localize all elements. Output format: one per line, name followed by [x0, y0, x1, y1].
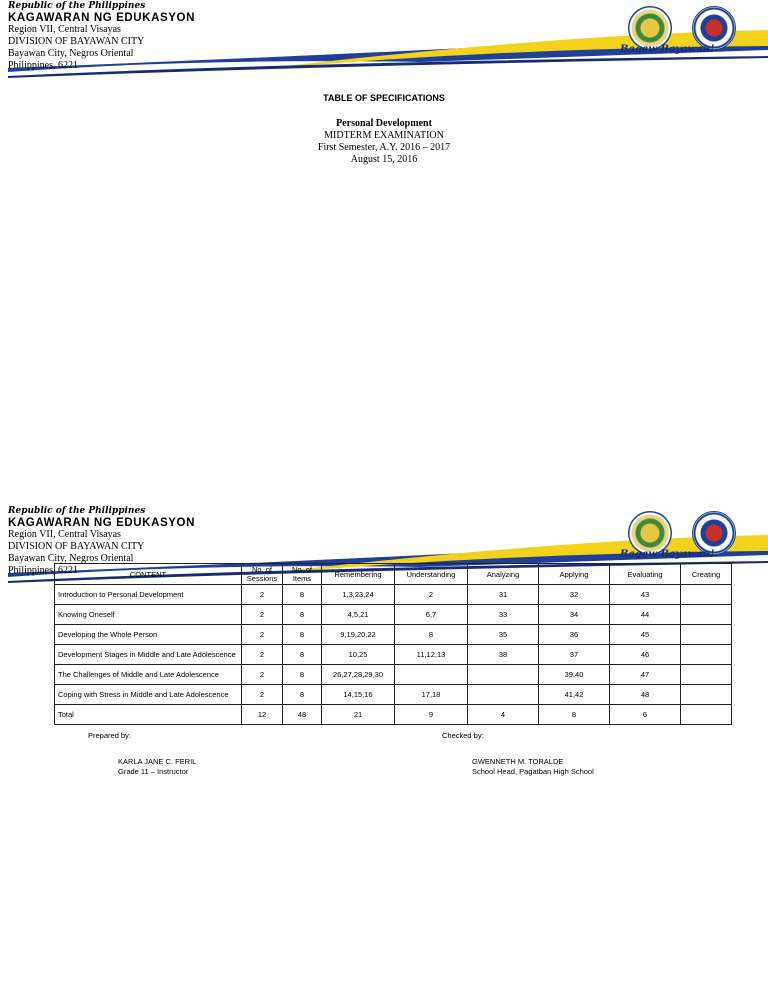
prepared-by-block	[118, 757, 196, 777]
cell-understanding: 6,7	[395, 605, 468, 625]
table-row	[55, 585, 732, 605]
cell-evaluating: 48	[610, 685, 681, 705]
semester-line: First Semester, A.Y. 2016 – 2017	[317, 142, 451, 153]
cell-content: Knowing Oneself	[55, 605, 242, 625]
cell-understanding: 9	[395, 705, 468, 725]
document-titles	[0, 92, 768, 166]
table-row	[55, 665, 732, 685]
cell-understanding	[395, 665, 468, 685]
cell-analyzing: 31	[468, 585, 539, 605]
cell-sessions: 2	[242, 665, 283, 685]
cell-content: Coping with Stress in Middle and Late Adolescence	[55, 685, 242, 705]
cell-understanding: 2	[395, 585, 468, 605]
cell-items: 8	[283, 645, 322, 665]
cell-applying: 34	[539, 605, 610, 625]
prepared-title: Grade 11 – Instructor	[118, 767, 189, 776]
header-remembering: Remembering	[322, 564, 395, 585]
cell-remembering: 4,5,21	[322, 605, 395, 625]
cell-applying: 32	[539, 585, 610, 605]
cell-understanding: 17,18	[395, 685, 468, 705]
cell-items: 8	[283, 625, 322, 645]
cell-creating	[681, 585, 732, 605]
republic-line: Republic of the Philippines	[8, 1, 146, 11]
cell-creating	[681, 665, 732, 685]
cell-sessions: 2	[242, 585, 283, 605]
division-line: DIVISION OF BAYAWAN CITY	[8, 36, 145, 47]
checked-name: GWENNETH M. TORALDE	[472, 757, 564, 766]
cell-understanding: 8	[395, 625, 468, 645]
cell-applying: 37	[539, 645, 610, 665]
subject-title: Personal Development	[336, 118, 432, 129]
cell-sessions: 2	[242, 685, 283, 705]
cell-items: 8	[283, 585, 322, 605]
cell-analyzing: 38	[468, 645, 539, 665]
cell-remembering: 21	[322, 705, 395, 725]
prepared-name: KARLA JANE C. FERIL	[118, 757, 197, 766]
prepared-by-label: Prepared by:	[88, 731, 131, 740]
cell-remembering: 26,27,28,29,30	[322, 665, 395, 685]
cell-analyzing	[468, 685, 539, 705]
cell-applying: 36	[539, 625, 610, 645]
header-understanding: Understanding	[395, 564, 468, 585]
document-title: TABLE OF SPECIFICATIONS	[323, 93, 445, 103]
cell-understanding: 11,12,13	[395, 645, 468, 665]
division-line: DIVISION OF BAYAWAN CITY	[8, 541, 145, 552]
date-line: August 15, 2016	[350, 154, 418, 165]
agency-name: KAGAWARAN NG EDUKASYON	[8, 517, 195, 529]
agency-name: KAGAWARAN NG EDUKASYON	[8, 12, 195, 24]
cell-remembering: 1,3,23,24	[322, 585, 395, 605]
cell-creating	[681, 605, 732, 625]
cell-evaluating: 43	[610, 585, 681, 605]
cell-applying: 41,42	[539, 685, 610, 705]
region-line: Region VII, Central Visayas	[8, 24, 121, 35]
cell-evaluating: 45	[610, 625, 681, 645]
cell-content: Development Stages in Middle and Late Adolescence	[55, 645, 242, 665]
specifications-table	[54, 563, 732, 725]
cell-analyzing: 33	[468, 605, 539, 625]
republic-line: Republic of the Philippines	[8, 506, 146, 516]
city-line: Bayawan City, Negros Oriental	[8, 48, 134, 59]
cell-creating	[681, 705, 732, 725]
cell-analyzing: 35	[468, 625, 539, 645]
header-applying: Applying	[539, 564, 610, 585]
header-creating: Creating	[681, 564, 732, 585]
cell-sessions: 12	[242, 705, 283, 725]
letterhead-top	[0, 0, 768, 80]
cell-remembering: 9,19,20,22	[322, 625, 395, 645]
cell-content: Developing the Whole Person	[55, 625, 242, 645]
cell-analyzing	[468, 665, 539, 685]
cell-creating	[681, 645, 732, 665]
table-total-row	[55, 705, 732, 725]
table-header-row	[55, 564, 732, 585]
cell-content: The Challenges of Middle and Late Adolescence	[55, 665, 242, 685]
header-sessions: No. of Sessions	[242, 564, 283, 585]
cell-items: 8	[283, 605, 322, 625]
table-row	[55, 625, 732, 645]
checked-title: School Head, Pagatban High School	[472, 767, 594, 776]
cell-applying: 39,40	[539, 665, 610, 685]
cell-creating	[681, 685, 732, 705]
cell-content: Total	[55, 705, 242, 725]
cell-evaluating: 47	[610, 665, 681, 685]
header-content: CONTENT	[55, 564, 242, 585]
cell-items: 8	[283, 665, 322, 685]
exam-line: MIDTERM EXAMINATION	[324, 130, 444, 141]
header-items: No. of Items	[283, 564, 322, 585]
country-line: Philippines, 6221	[8, 60, 79, 71]
cell-items: 48	[283, 705, 322, 725]
motto-text: Bagaw Bayawan!	[620, 44, 715, 55]
region-line: Region VII, Central Visayas	[8, 529, 121, 540]
cell-evaluating: 6	[610, 705, 681, 725]
cell-sessions: 2	[242, 605, 283, 625]
checked-by-label: Checked by:	[442, 731, 484, 740]
cell-items: 8	[283, 685, 322, 705]
cell-evaluating: 46	[610, 645, 681, 665]
table-row	[55, 685, 732, 705]
table-row	[55, 605, 732, 625]
header-analyzing: Analyzing	[468, 564, 539, 585]
cell-content: Introduction to Personal Development	[55, 585, 242, 605]
cell-analyzing: 4	[468, 705, 539, 725]
cell-sessions: 2	[242, 625, 283, 645]
cell-evaluating: 44	[610, 605, 681, 625]
cell-creating	[681, 625, 732, 645]
cell-remembering: 10,25	[322, 645, 395, 665]
cell-sessions: 2	[242, 645, 283, 665]
cell-applying: 8	[539, 705, 610, 725]
header-evaluating: Evaluating	[610, 564, 681, 585]
motto-text: Bagaw Bayawan!	[620, 549, 715, 560]
cell-remembering: 14,15,16	[322, 685, 395, 705]
country-line: Philippines, 6221	[8, 565, 79, 576]
city-line: Bayawan City, Negros Oriental	[8, 553, 134, 564]
checked-by-block	[472, 757, 594, 777]
table-row	[55, 645, 732, 665]
